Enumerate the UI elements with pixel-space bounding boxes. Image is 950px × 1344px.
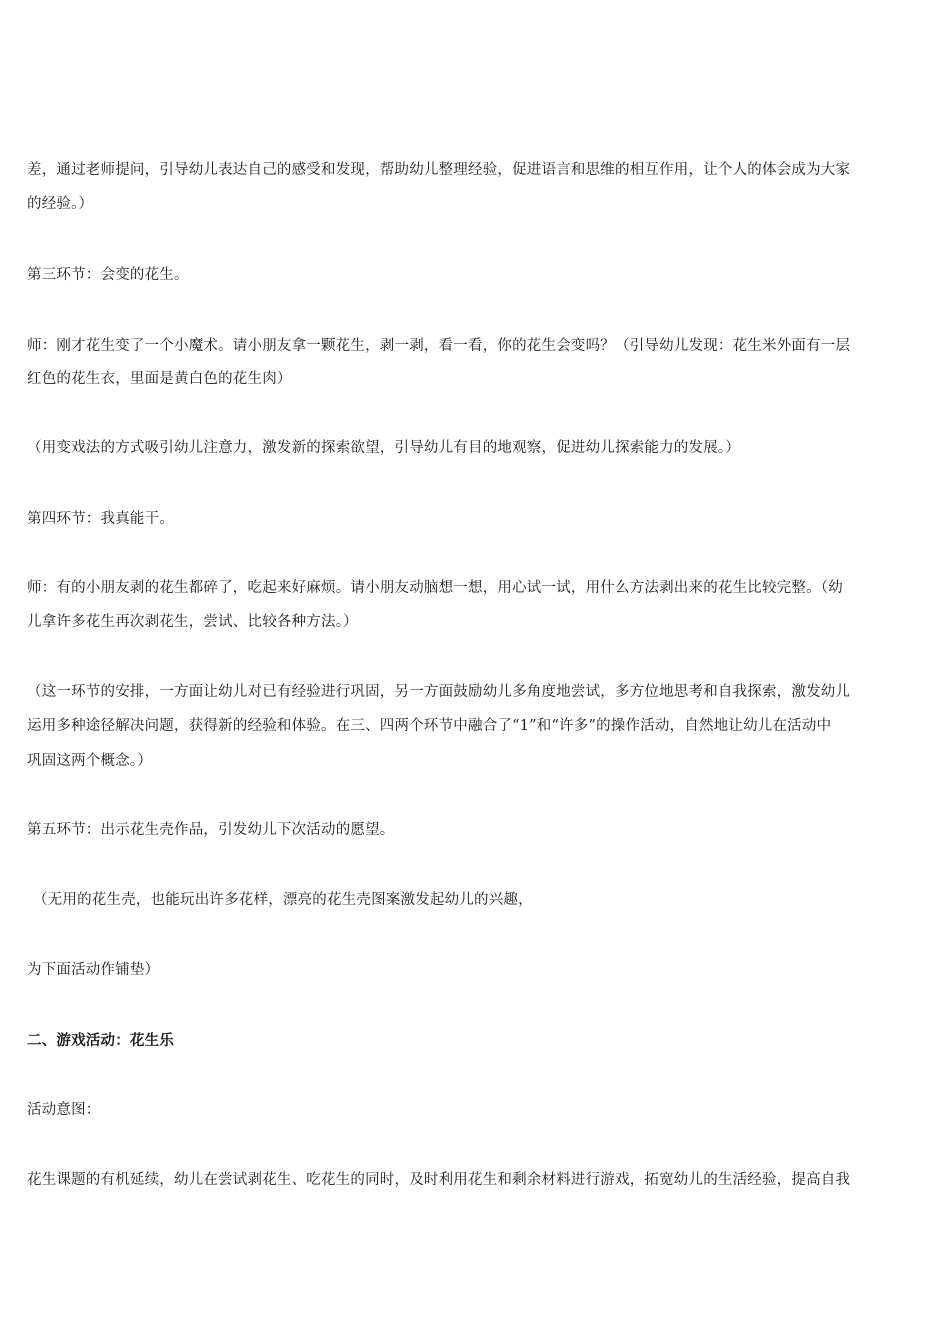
paragraph-line: 花生课题的有机延续，幼儿在尝试剥花生、吃花生的同时，及时利用花生和剩余材料进行游戏，拓宽幼儿的生活经验，提高自我 [27,1172,851,1188]
paragraph-line: 儿拿许多花生再次剥花生，尝试、比较各种方法。） [27,614,358,630]
paragraph-line: （这一环节的安排，一方面让幼儿对已有经验进行巩固，另一方面鼓励幼儿多角度地尝试，多方位地思考和自我探索，激发幼儿 [27,684,851,700]
section-heading: 第四环节：我真能干。 [27,511,174,527]
paragraph-line: 巩固这两个概念。） [27,753,153,769]
paragraph-line: 师：有的小朋友剥的花生都碎了，吃起来好麻烦。请小朋友动脑想一想，用心试一试，用什么方法剥出来的花生比较完整。（幼 [27,580,843,596]
paragraph-line: 的经验。） [27,196,94,212]
section-heading: 第三环节：会变的花生。 [27,267,189,283]
paragraph-line: 师：刚才花生变了一个小魔术。请小朋友拿一颗花生，剥一剥，看一看，你的花生会变吗？（引导幼儿发现：花生米外面有一层 [27,338,851,354]
chapter-heading: 二、游戏活动：花生乐 [27,1033,174,1049]
section-heading: 第五环节：出示花生壳作品，引发幼儿下次活动的愿望。 [27,822,395,838]
paragraph-line: 差，通过老师提问，引导幼儿表达自己的感受和发现，帮助幼儿整理经验，促进语言和思维的相互作用，让个人的体会成为大家 [27,162,851,178]
paragraph-line: （无用的花生壳，也能玩出许多花样，漂亮的花生壳图案激发起幼儿的兴趣， [33,892,533,908]
subheading: 活动意图： [27,1102,101,1118]
paragraph-line: （用变戏法的方式吸引幼儿注意力，激发新的探索欲望，引导幼儿有目的地观察，促进幼儿探索能力的发展。） [27,440,741,456]
paragraph-line: 红色的花生衣，里面是黄白色的花生肉） [27,371,292,387]
paragraph-line: 为下面活动作铺垫） [27,962,160,978]
paragraph-line: 运用多种途径解决问题，获得新的经验和体验。在三、四两个环节中融合了“1”和“许多”的操作活动，自然地让幼儿在活动中 [27,718,832,734]
